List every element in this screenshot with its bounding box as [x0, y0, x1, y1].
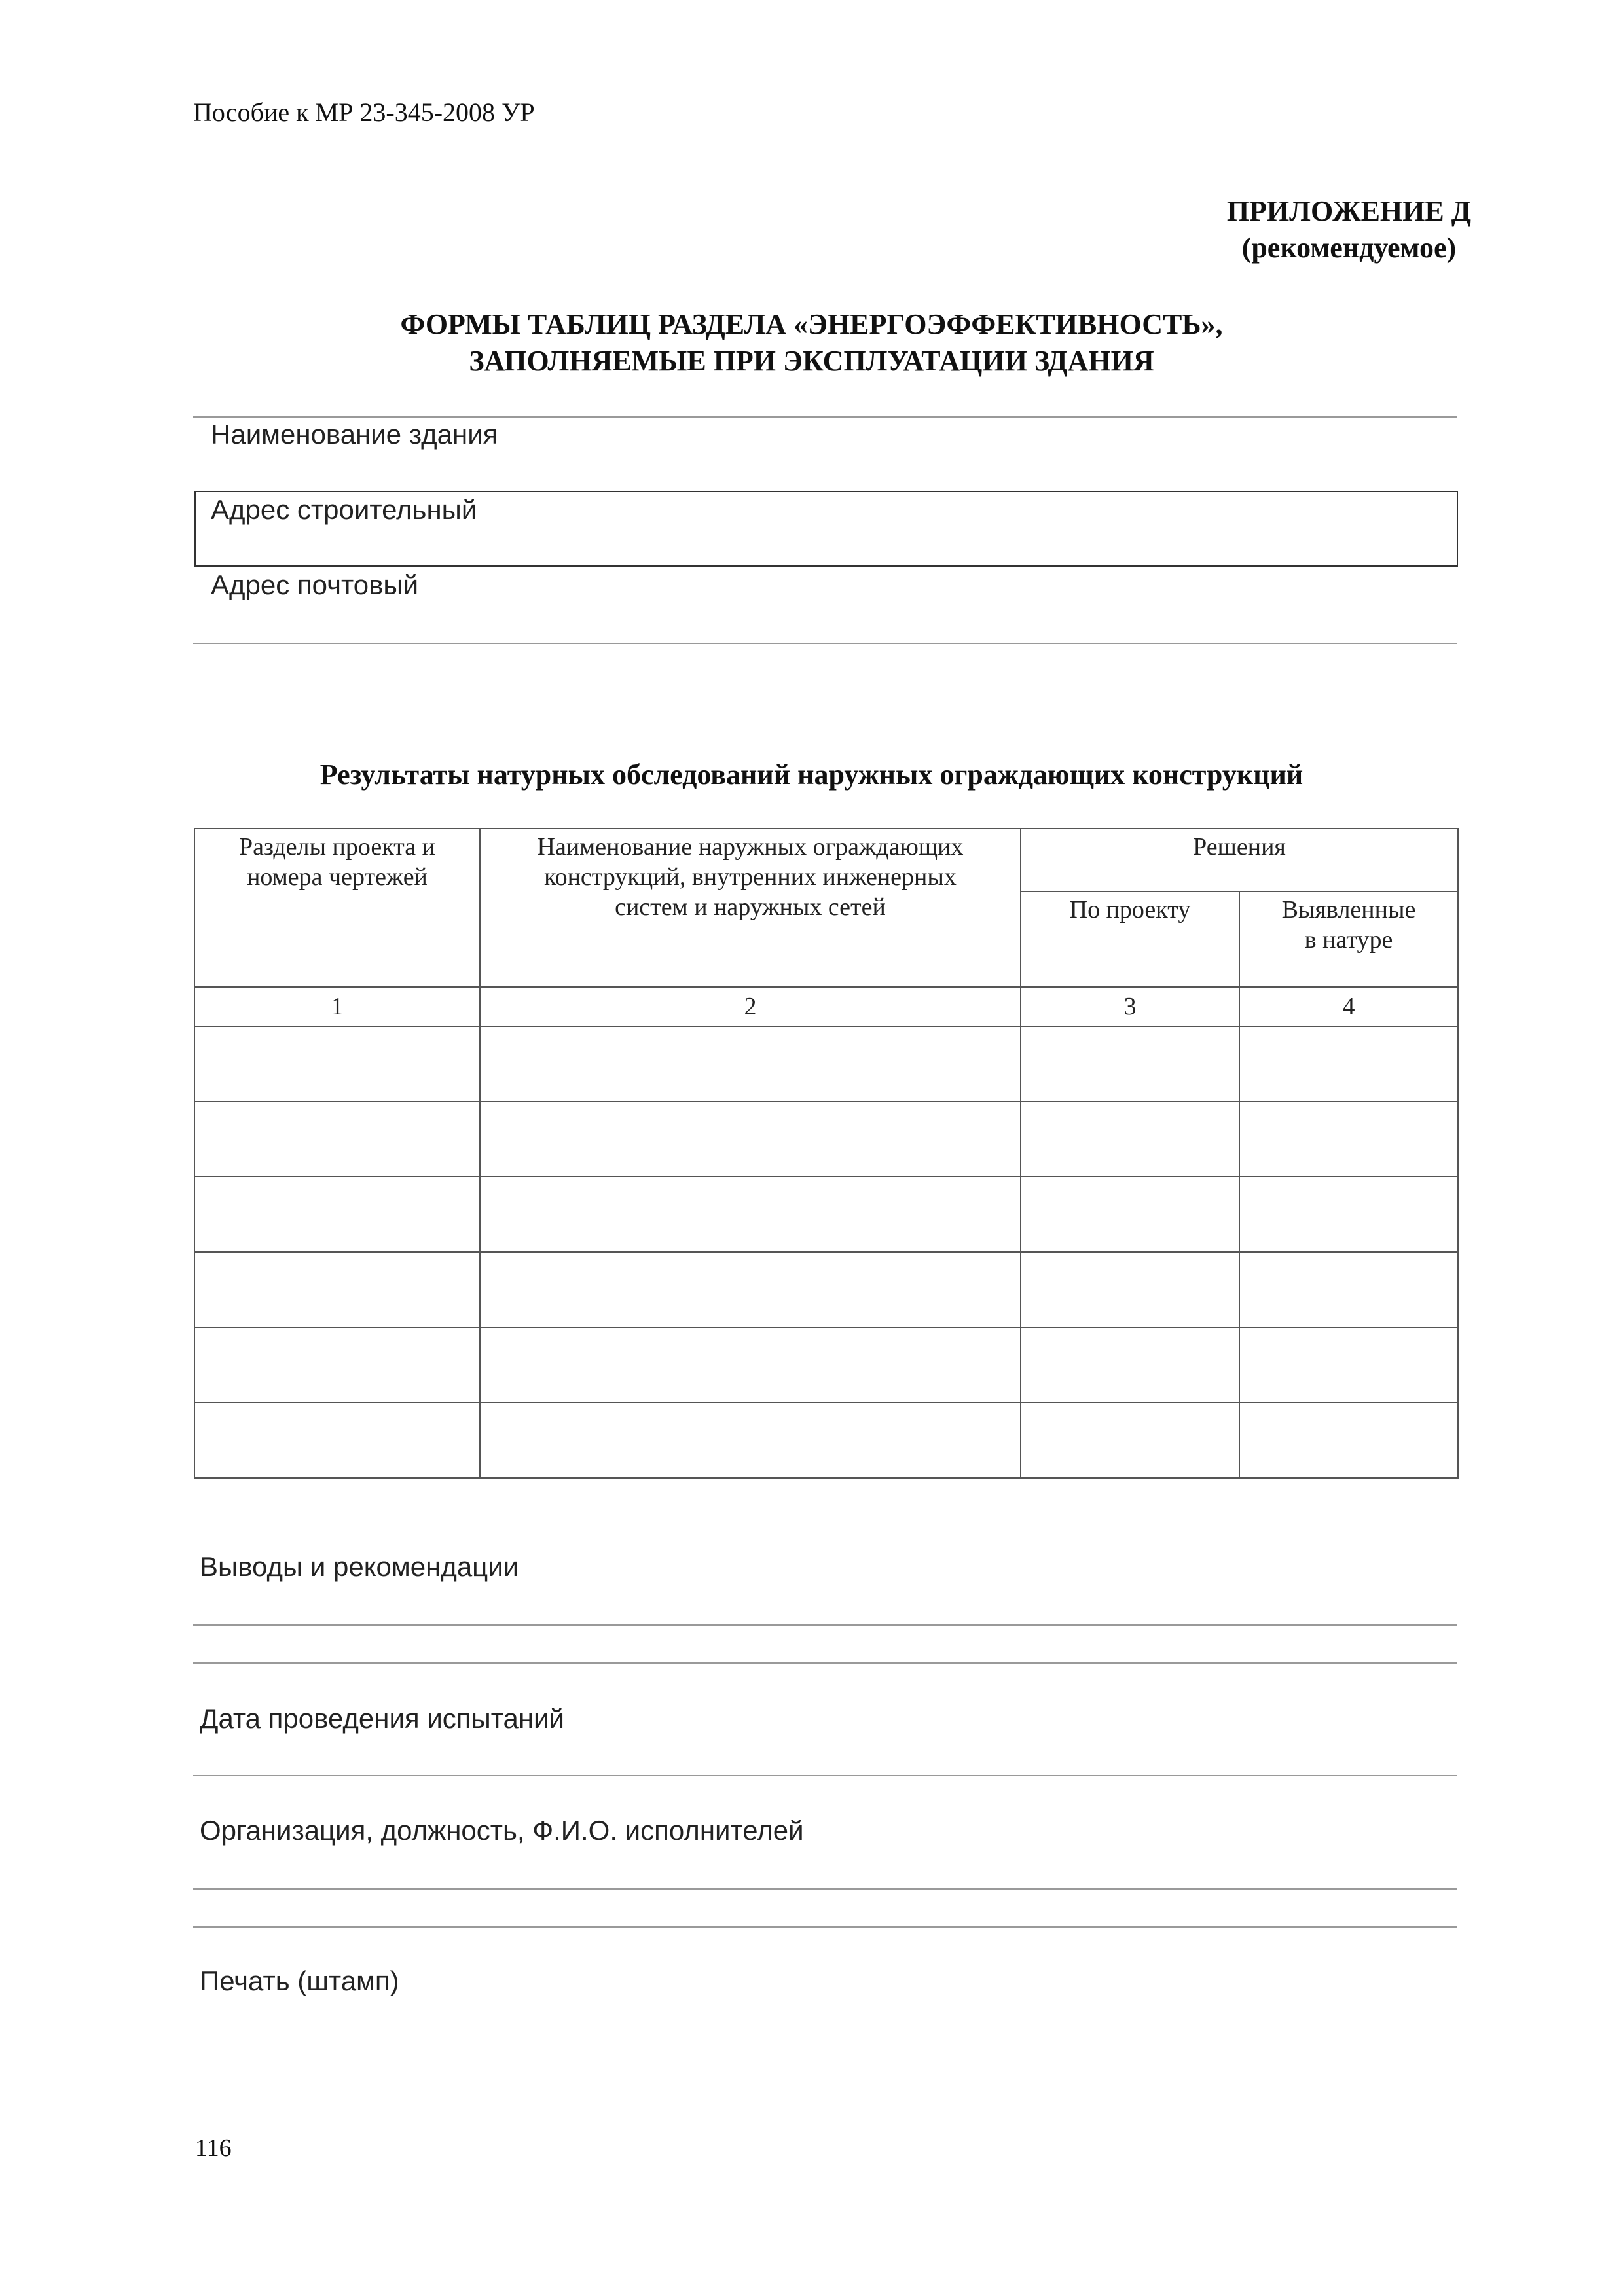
conclusions-label: Выводы и рекомендации: [200, 1551, 519, 1582]
header-cell-found-in-situ: [1239, 891, 1458, 987]
table-cell[interactable]: [194, 1403, 480, 1478]
building-name-label: Наименование здания: [211, 419, 498, 450]
table-cell[interactable]: [1239, 1327, 1458, 1403]
header-text: По проекту: [1069, 896, 1191, 924]
organization-label: Организация, должность, Ф.И.О. исполнителей: [200, 1815, 804, 1846]
header-cell-by-project: [1021, 891, 1239, 987]
table-cell[interactable]: [480, 1252, 1021, 1327]
page-title-line-2: ЗАПОЛНЯЕМЫЕ ПРИ ЭКСПЛУАТАЦИИ ЗДАНИЯ: [469, 345, 1154, 377]
page-title-line-1: ФОРМЫ ТАБЛИЦ РАЗДЕЛА «ЭНЕРГОЭФФЕКТИВНОСТЬ»,: [400, 308, 1223, 340]
column-number: 3: [1021, 987, 1239, 1026]
page-title: [0, 306, 1623, 380]
table-cell[interactable]: [1021, 1403, 1239, 1478]
divider: [193, 1888, 1457, 1890]
table-cell[interactable]: [194, 1102, 480, 1177]
column-number: 2: [480, 987, 1021, 1026]
table-cell[interactable]: [480, 1177, 1021, 1252]
header-cell-decisions: [1021, 829, 1458, 891]
postal-address-label: Адрес почтовый: [211, 569, 419, 600]
column-number: 4: [1239, 987, 1458, 1026]
divider: [193, 416, 1457, 418]
divider: [193, 1775, 1457, 1776]
divider: [193, 1662, 1457, 1664]
table-row: [194, 1102, 1458, 1177]
table-title: Результаты натурных обследований наружных ограждающих конструкций: [319, 759, 1304, 791]
table-cell[interactable]: [1021, 1102, 1239, 1177]
divider: [193, 643, 1457, 644]
table-cell[interactable]: [1021, 1327, 1239, 1403]
appendix-heading: [1227, 193, 1471, 266]
table-row: [194, 1403, 1458, 1478]
table-row: [194, 1327, 1458, 1403]
header-text: номера чертежей: [247, 863, 428, 891]
header-text: Выявленные: [1281, 896, 1416, 924]
table-cell[interactable]: [194, 1177, 480, 1252]
table-cell[interactable]: [480, 1026, 1021, 1102]
table-body: [194, 1026, 1458, 1478]
table-cell[interactable]: [480, 1403, 1021, 1478]
header-text: систем и наружных сетей: [615, 893, 886, 921]
table-cell[interactable]: [1239, 1026, 1458, 1102]
survey-results-table: [194, 828, 1459, 1479]
table-row: [194, 1252, 1458, 1327]
table-cell[interactable]: [194, 1026, 480, 1102]
divider: [193, 1926, 1457, 1928]
stamp-label: Печать (штамп): [200, 1965, 399, 1996]
test-date-label: Дата проведения испытаний: [200, 1703, 564, 1734]
table-cell[interactable]: [1021, 1252, 1239, 1327]
table-row: [194, 1026, 1458, 1102]
construction-address-label: Адрес строительный: [211, 494, 477, 525]
table-cell[interactable]: [1021, 1177, 1239, 1252]
table-cell[interactable]: [1239, 1177, 1458, 1252]
header-cell-sections: [194, 829, 480, 987]
appendix-label: ПРИЛОЖЕНИЕ Д: [1226, 195, 1471, 227]
table-cell[interactable]: [194, 1252, 480, 1327]
table-cell[interactable]: [1239, 1102, 1458, 1177]
document-reference: Пособие к МР 23-345-2008 УР: [193, 98, 535, 127]
page-number: 116: [195, 2134, 232, 2162]
table-cell[interactable]: [1021, 1026, 1239, 1102]
divider: [193, 1624, 1457, 1626]
header-text: Решения: [1193, 833, 1286, 861]
table-cell[interactable]: [480, 1327, 1021, 1403]
header-cell-structures: [480, 829, 1021, 987]
header-text: в натуре: [1304, 926, 1393, 954]
table-cell[interactable]: [194, 1327, 480, 1403]
table-cell[interactable]: [1239, 1403, 1458, 1478]
header-text: Наименование наружных ограждающих: [537, 833, 964, 861]
column-number: 1: [194, 987, 480, 1026]
appendix-status: (рекомендуемое): [1241, 232, 1457, 264]
header-text: Разделы проекта и: [239, 833, 435, 861]
header-text: конструкций, внутренних инженерных: [544, 863, 957, 891]
table-cell[interactable]: [1239, 1252, 1458, 1327]
table-cell[interactable]: [480, 1102, 1021, 1177]
table-row: [194, 1177, 1458, 1252]
